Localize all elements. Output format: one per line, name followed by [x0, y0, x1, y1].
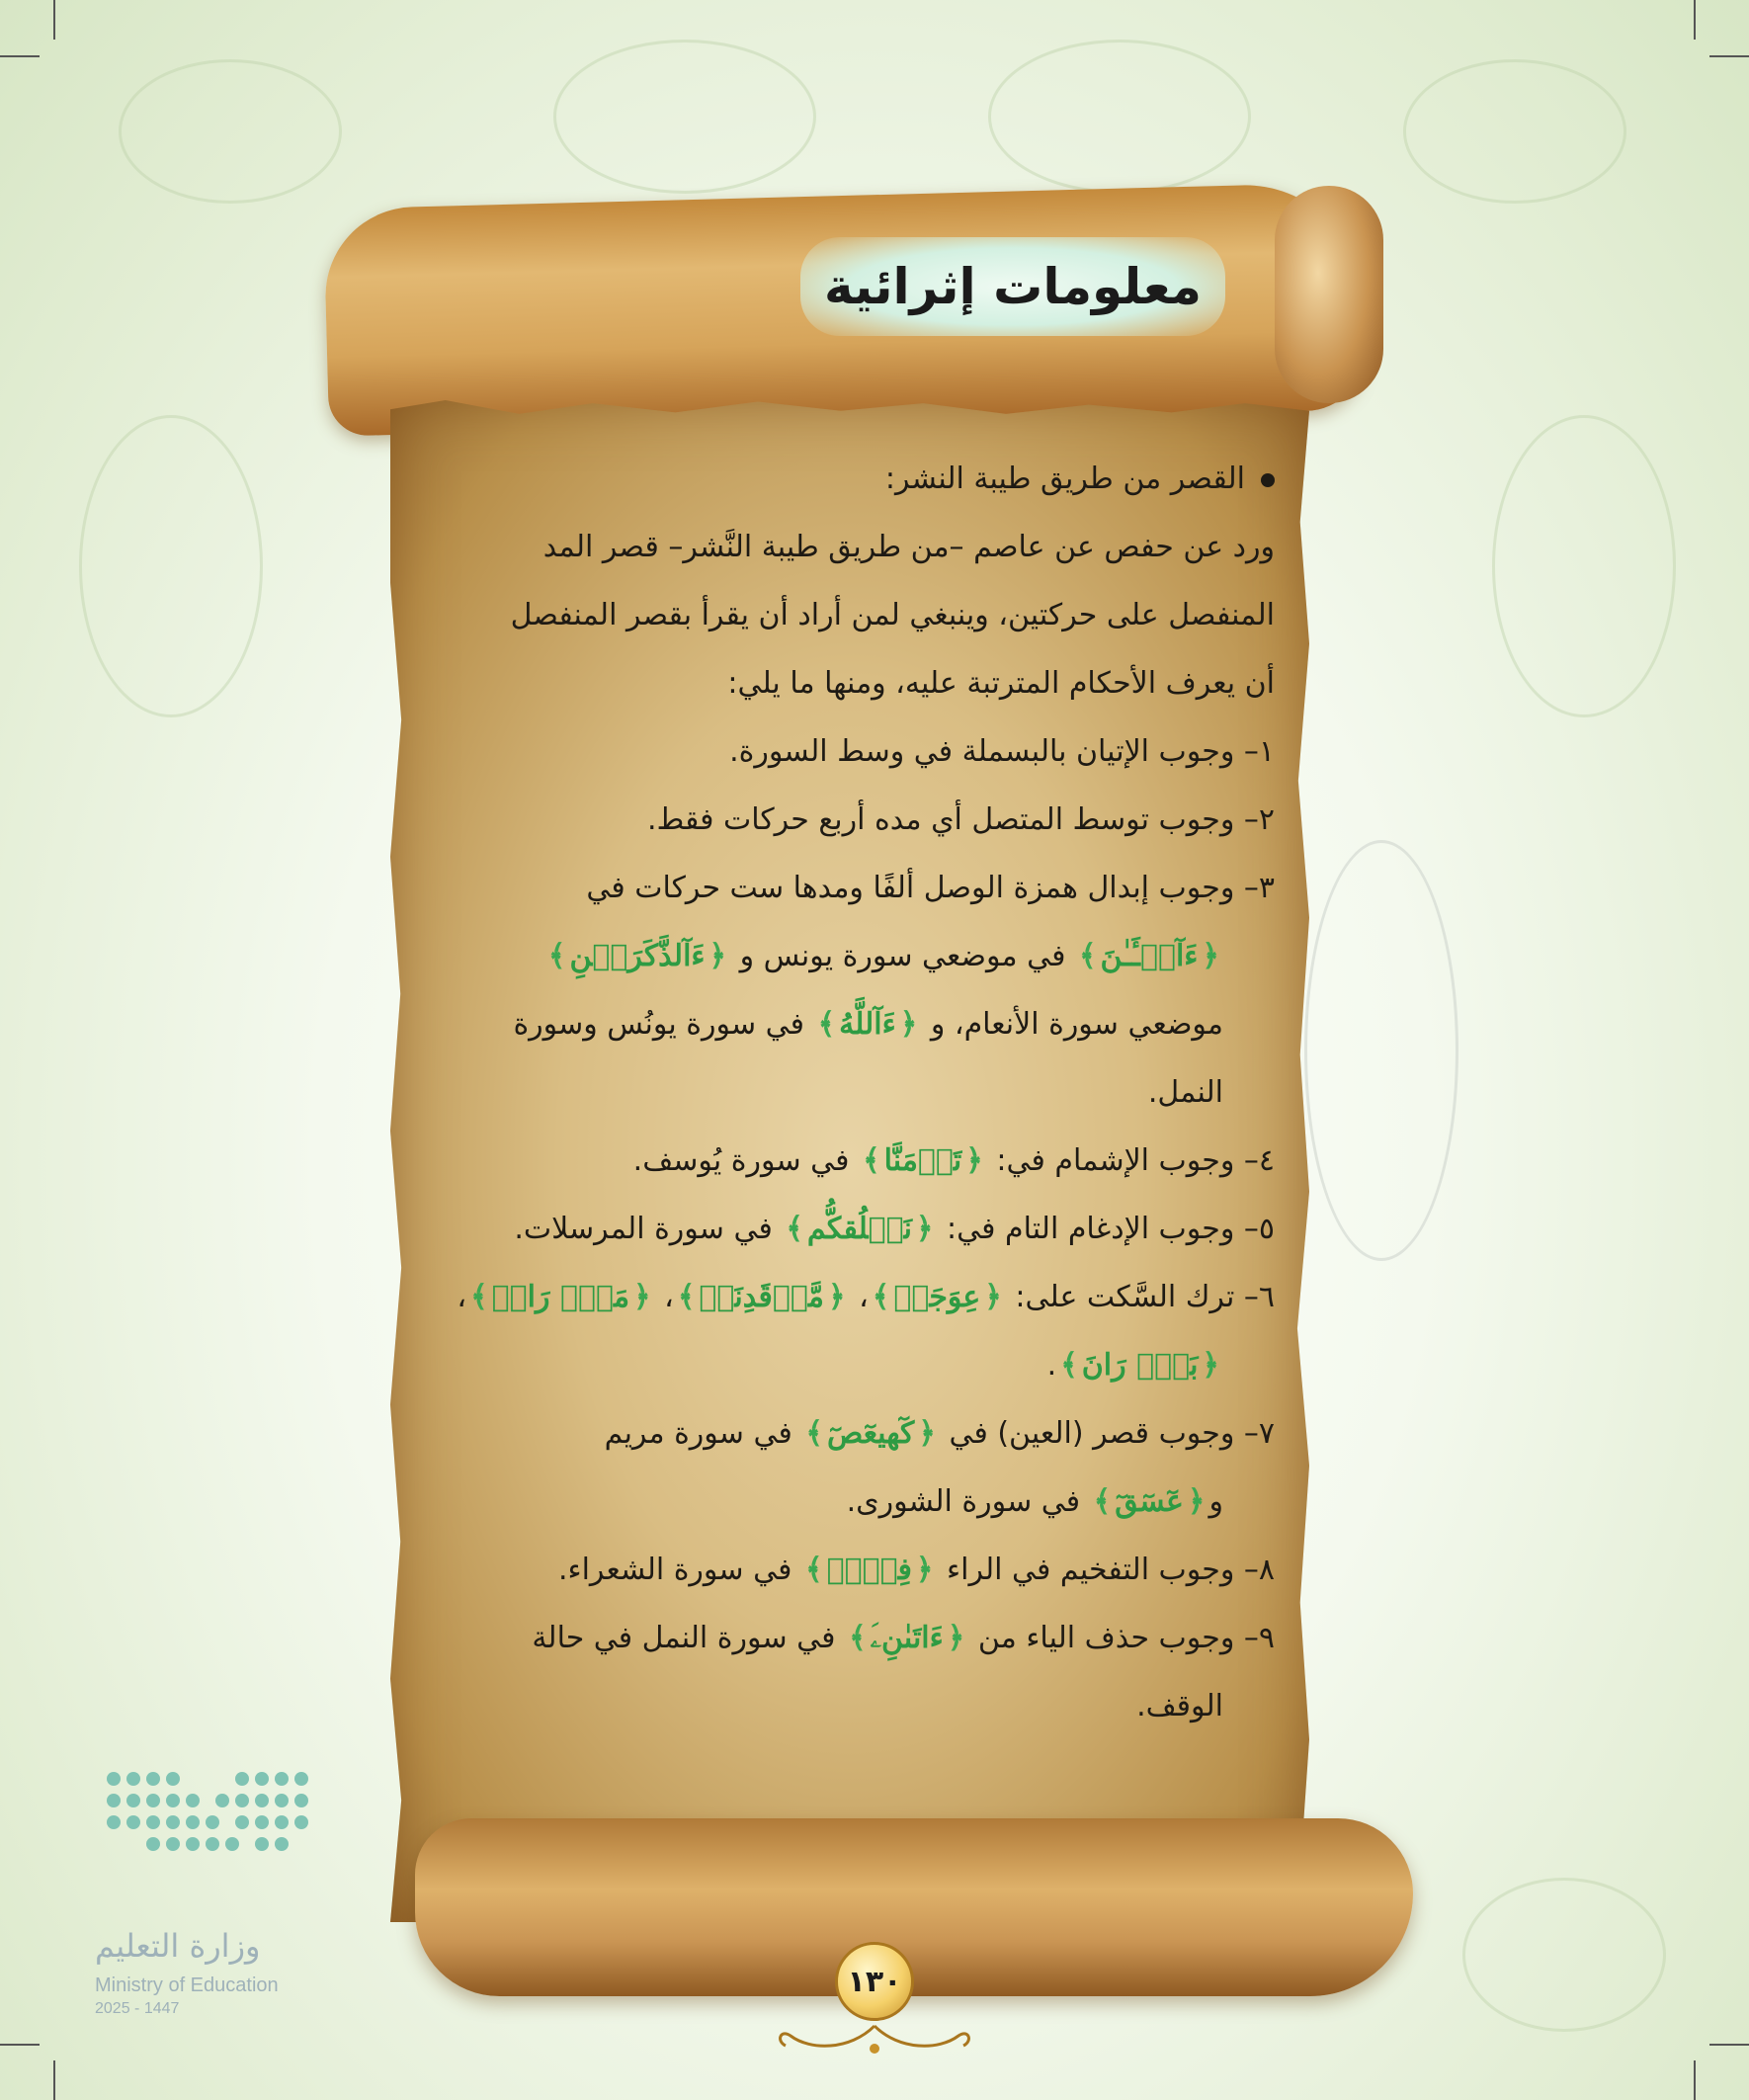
- quran-word: ﴿ عِوَجَاۜ ﴾: [869, 1280, 1006, 1314]
- crop-mark-top-right: [1709, 55, 1749, 57]
- quran-word: ﴿ عٓسٓقٓ ﴾: [1090, 1484, 1209, 1519]
- crop-mark-top-left: [0, 55, 40, 57]
- swirl-ornament-icon: [771, 2021, 978, 2060]
- enrichment-content: [455, 445, 1275, 1740]
- quran-word: ﴿ ءَاتَىٰنِۦَ ﴾: [845, 1621, 968, 1655]
- page-number-ornament: [771, 1942, 978, 2060]
- rule-item-3-continued: النمل.: [1147, 1075, 1223, 1110]
- background-ornament: [119, 59, 342, 204]
- crop-mark-bottom-right: [1709, 2044, 1749, 2046]
- rule-item-7-continued: و﴿ عٓسٓقٓ ﴾ في سورة الشورى.: [455, 1468, 1275, 1536]
- crop-mark-bottom-left: [0, 2044, 40, 2046]
- background-ornament: [1403, 59, 1626, 204]
- quran-word: ﴿ ءَآللَّهُ ﴾: [814, 1007, 922, 1042]
- scroll-curl: [1275, 186, 1383, 403]
- quran-word: ﴿ نَخۡلُقكُّم ﴾: [782, 1212, 937, 1246]
- rule-item-1: ١– وجوب الإتيان بالبسملة في وسط السورة.: [729, 734, 1275, 769]
- rule-item-8: ٨– وجوب التفخيم في الراء ﴿ فِرۡقٖ ﴾ في سورة الشعراء.: [455, 1536, 1275, 1604]
- rule-item-9-continued: الوقف.: [1136, 1689, 1223, 1723]
- rule-item-3-continued: ﴿ ءَآلۡـَٔـٰنَ ﴾ في موضعي سورة يونس و ﴿ ءَآلذَّكَرَيۡنِ ﴾: [455, 922, 1275, 990]
- quran-word: ﴿ كٓهيعٓصٓ ﴾: [801, 1416, 940, 1451]
- quran-word: ﴿ مَّرۡقَدِنَاۜ ﴾: [674, 1280, 850, 1314]
- rule-item-6: ٦– ترك السَّكت على: ﴿ عِوَجَاۜ ﴾، ﴿ مَّرۡقَدِنَاۜ ﴾، ﴿ مَنۡۜ رَاقٖ ﴾،: [455, 1263, 1275, 1331]
- quran-word: ﴿ مَنۡۜ رَاقٖ ﴾: [466, 1280, 655, 1314]
- background-ornament: [1462, 1878, 1666, 2032]
- title-banner: [800, 237, 1225, 336]
- rule-item-4: ٤– وجوب الإشمام في: ﴿ تَأۡمَنَّا ﴾ في سورة يُوسف.: [455, 1127, 1275, 1195]
- crop-mark-top-right-v: [1694, 0, 1696, 40]
- rule-item-2: ٢– وجوب توسط المتصل أي مده أربع حركات فقط.: [646, 802, 1275, 837]
- section-heading: القصر من طريق طيبة النشر:: [455, 445, 1275, 513]
- rule-item-3-continued: موضعي سورة الأنعام، و ﴿ ءَآللَّهُ ﴾ في سورة يونُس وسورة: [455, 990, 1275, 1058]
- rule-item-6-continued: ﴿ بَلۡۜ رَانَ ﴾.: [455, 1331, 1275, 1399]
- background-ornament: [553, 40, 816, 194]
- page-title: معلومات إثرائية: [824, 258, 1202, 315]
- background-ornament: [1304, 840, 1458, 1261]
- rule-item-7: ٧– وجوب قصر (العين) في ﴿ كٓهيعٓصٓ ﴾ في سورة مريم: [455, 1399, 1275, 1468]
- quran-word: ﴿ تَأۡمَنَّا ﴾: [859, 1143, 987, 1178]
- rule-item-3: ٣– وجوب إبدال همزة الوصل ألفًا ومدها ست حركات في: [586, 871, 1275, 905]
- crop-mark-bottom-right-v: [1694, 2060, 1696, 2100]
- ministry-year: 2025 - 1447: [95, 2000, 180, 2017]
- crop-mark-bottom-left-v: [53, 2060, 55, 2100]
- rule-item-9: ٩– وجوب حذف الياء من ﴿ ءَاتَىٰنِۦَ ﴾ في سورة النمل في حالة: [455, 1604, 1275, 1672]
- background-ornament: [988, 40, 1251, 194]
- ministry-name-arabic: وزارة التعليم: [95, 1927, 261, 1965]
- rule-item-5: ٥– وجوب الإدغام التام في: ﴿ نَخۡلُقكُّم ﴾ في سورة المرسلات.: [455, 1195, 1275, 1263]
- ministry-name-english: Ministry of Education: [95, 1974, 279, 1996]
- intro-line: أن يعرف الأحكام المترتبة عليه، ومنها ما يلي:: [727, 666, 1275, 701]
- page-number: ١٣٠: [835, 1942, 914, 2021]
- intro-line: المنفصل على حركتين، وينبغي لمن أراد أن يقرأ بقصر المنفصل: [510, 598, 1275, 632]
- quran-word: ﴿ ءَآلذَّكَرَيۡنِ ﴾: [544, 939, 730, 973]
- intro-line: ورد عن حفص عن عاصم –من طريق طيبة النَّشر– قصر المد: [542, 530, 1275, 564]
- quran-word: ﴿ بَلۡۜ رَانَ ﴾: [1056, 1348, 1223, 1383]
- quran-word: ﴿ ءَآلۡـَٔـٰنَ ﴾: [1075, 939, 1223, 973]
- ministry-logo-icon: [94, 1759, 316, 1927]
- crop-mark-top-left-v: [53, 0, 55, 40]
- background-ornament: [79, 415, 263, 717]
- background-ornament: [1492, 415, 1676, 717]
- quran-word: ﴿ فِرۡقٖ ﴾: [801, 1553, 938, 1587]
- bullet-icon: [1261, 473, 1275, 487]
